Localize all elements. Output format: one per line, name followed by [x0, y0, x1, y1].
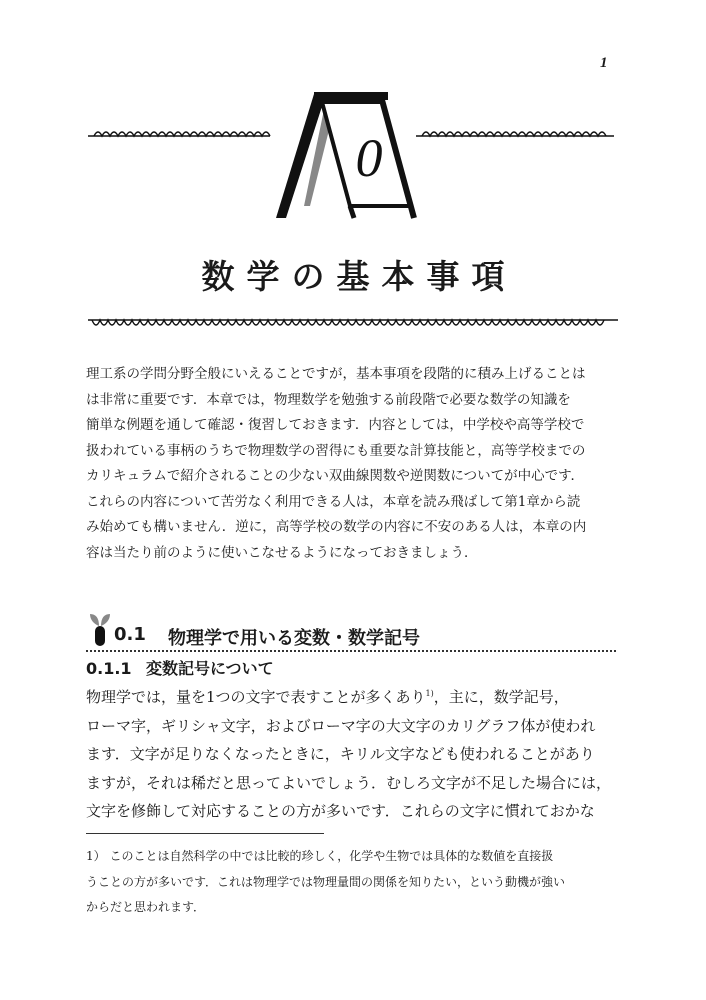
chapter-intro	[86, 362, 616, 566]
section-divider	[86, 650, 616, 652]
body-line: 文字を修飾して対応することの方が多いです．これらの文字に慣れておかな	[86, 802, 595, 820]
chapter-emblem	[82, 92, 622, 227]
footnote-reference: 1)	[425, 689, 434, 698]
body-line	[86, 683, 616, 712]
section-title: 物理学で用いる変数・数学記号	[168, 628, 420, 649]
title-divider	[88, 314, 618, 336]
section-number: 0.1	[114, 624, 146, 645]
body-text-fragment: ，主に，数学記号，	[433, 688, 569, 706]
footnote-line: うことの方が多いです．これは物理学では物理量間の関係を知りたい，という動機が強い	[86, 874, 566, 889]
section-heading	[86, 606, 616, 650]
subsection-title: 変数記号について	[146, 659, 274, 678]
footnote	[86, 844, 616, 921]
intro-line: 簡単な例題を通して確認・復習しておきます．内容としては，中学校や高等学校で	[86, 417, 585, 433]
page-number: 1	[600, 55, 608, 71]
chapter-signboard-icon	[82, 92, 622, 227]
intro-line: これらの内容について苦労なく利用できる人は，本章を読み飛ばして第1章から読	[86, 493, 581, 510]
footnote-line: 1） このことは自然科学の中では比較的珍しく，化学や生物では具体的な数値を直接扱	[86, 849, 554, 863]
intro-line: は非常に重要です．本章では，物理数学を勉強する前段階で必要な数学の知識を	[86, 391, 571, 408]
wave-ornament-icon	[88, 314, 618, 336]
footnote-line: からだと思われます．	[86, 900, 206, 914]
intro-line: 扱われている事柄のうちで物理数学の習得にも重要な計算技能と，高等学校までの	[86, 442, 586, 459]
body-text	[86, 683, 616, 826]
chapter-number: 0	[355, 128, 383, 188]
subsection-heading	[86, 656, 274, 679]
footnote-divider	[86, 833, 324, 834]
body-text-fragment: 物理学では，量を1つの文字で表すことが多くあり	[86, 688, 426, 706]
body-line: ます．文字が足りなくなったときに，キリル文字なども使われることがあり	[86, 745, 595, 763]
chapter-title: 数学の基本事項	[201, 257, 517, 296]
intro-line: み始めても構いません．逆に，高等学校の数学の内容に不安のある人は，本章の内	[86, 519, 587, 535]
body-line: ますが，それは稀だと思ってよいでしょう．むしろ文字が不足した場合には，	[86, 773, 612, 792]
body-line: ローマ字，ギリシャ文字，およびローマ字の大文字のカリグラフ体が使われ	[86, 716, 596, 735]
intro-line: 理工系の学問分野全般にいえることですが，基本事項を段階的に積み上げることは	[86, 366, 586, 382]
subsection-number: 0.1.1	[86, 659, 132, 678]
intro-line: カリキュラムで紹介されることの少ない双曲線関数や逆関数についてが中心です．	[86, 468, 585, 484]
intro-line: 容は当たり前のように使いこなせるようになっておきましょう．	[86, 544, 478, 561]
sprout-icon	[86, 606, 114, 650]
